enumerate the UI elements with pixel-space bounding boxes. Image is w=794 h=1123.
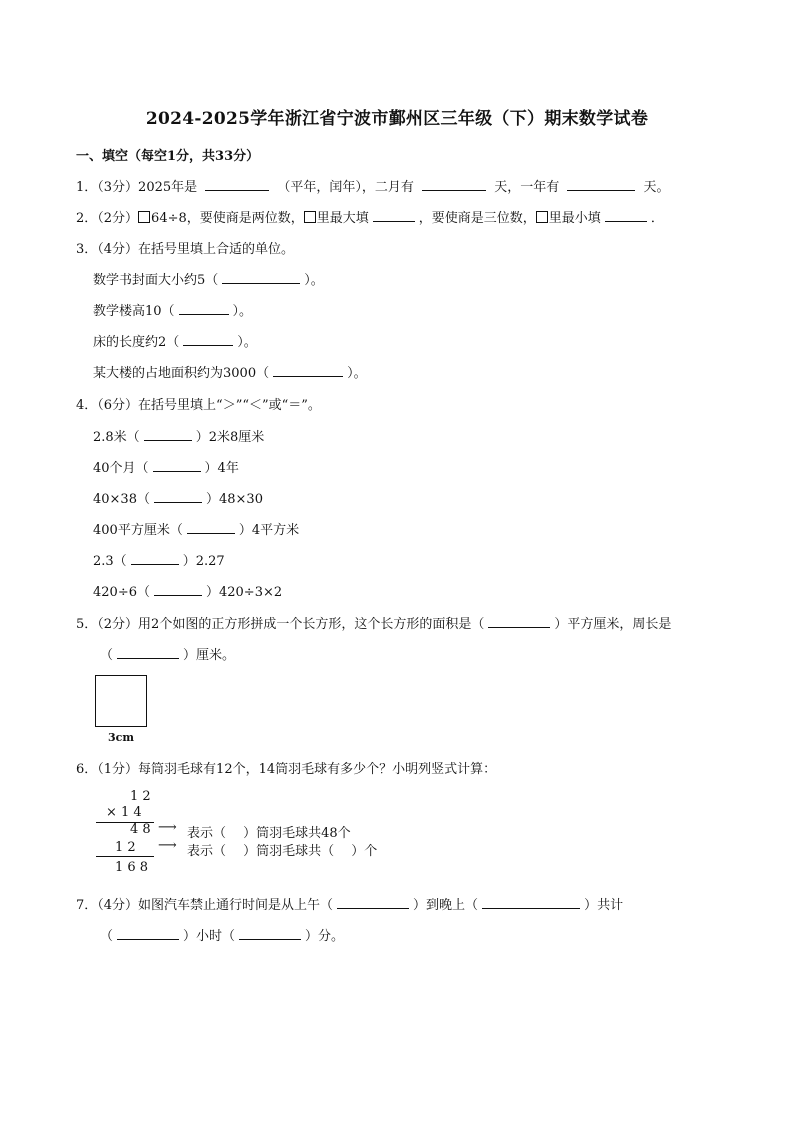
q5-text-4: ）厘米。 xyxy=(183,648,236,663)
question-5 xyxy=(76,613,671,632)
q3-blank[interactable] xyxy=(273,364,343,377)
q4-item xyxy=(93,488,263,507)
calc-note-1: 表示（ ）筒羽毛球共48个 xyxy=(187,826,351,841)
q1-blank-2[interactable] xyxy=(422,178,486,191)
calc-row-2: × 1 4 xyxy=(106,805,142,820)
q3-blank[interactable] xyxy=(179,302,229,315)
q5-text-3: （ xyxy=(100,648,114,663)
section-heading: 一、填空（每空1分，共33分） xyxy=(76,149,260,164)
q1-text-mid1: （平年，闰年），二月有 xyxy=(277,180,414,195)
calc-row-1: 1 2 xyxy=(130,789,151,804)
q4-blank[interactable] xyxy=(131,552,179,565)
q4-right: ）420÷3×2 xyxy=(205,585,283,600)
q1-blank-3[interactable] xyxy=(567,178,635,191)
question-3: 3．（4分）在括号里填上合适的单位。 xyxy=(76,242,295,257)
q3-item-text: 数学书封面大小约5（ xyxy=(93,273,219,288)
q7-blank-start[interactable] xyxy=(337,896,409,909)
question-1 xyxy=(76,176,670,195)
q3-item xyxy=(93,269,324,288)
calc-row-4: 1 2 xyxy=(115,840,136,855)
q1-stem: 1．（3分）2025年是 xyxy=(76,180,198,195)
q4-right: ）4平方米 xyxy=(238,523,300,538)
calc-note-2: 表示（ ）筒羽毛球共（ ）个 xyxy=(187,844,378,859)
digit-box-icon xyxy=(304,211,316,223)
q3-item-end: ）。 xyxy=(232,304,253,319)
digit-box-icon xyxy=(536,211,548,223)
q4-blank[interactable] xyxy=(154,490,202,503)
q7-text-5: ）小时（ xyxy=(183,929,236,944)
q4-item xyxy=(93,581,282,600)
q1-text-mid2: 天，一年有 xyxy=(494,180,560,195)
q3-item-end: ）。 xyxy=(304,273,324,288)
digit-box-icon xyxy=(138,211,150,223)
square-figure xyxy=(95,675,147,727)
q4-left: 2.3（ xyxy=(93,554,127,569)
q3-item-text: 某大楼的占地面积约为3000（ xyxy=(93,366,270,381)
q4-item xyxy=(93,550,225,569)
q7-blank-minutes[interactable] xyxy=(239,927,301,940)
q5-blank-area[interactable] xyxy=(488,615,550,628)
q4-left: 2.8米（ xyxy=(93,430,140,445)
q3-blank[interactable] xyxy=(183,333,233,346)
calc-row-3: 4 8 xyxy=(130,822,151,837)
q4-right: ）48×30 xyxy=(205,492,263,507)
q4-left: 40×38（ xyxy=(93,492,150,507)
q7-text-3: ）共计 xyxy=(584,898,624,913)
q4-blank[interactable] xyxy=(187,521,235,534)
arrow-icon: ⟶ xyxy=(158,838,177,853)
arrow-icon: ⟶ xyxy=(158,820,177,835)
q2-text-max: 里最大填 xyxy=(316,211,369,226)
q4-right: ）2.27 xyxy=(182,554,225,569)
question-4: 4．（6分）在括号里填上“＞”“＜”或“＝”。 xyxy=(76,398,321,413)
q3-item-end: ）。 xyxy=(347,366,367,381)
q3-item xyxy=(93,331,257,350)
q7-text-1: 7．（4分）如图汽车禁止通行时间是从上午（ xyxy=(76,898,334,913)
q7-blank-end[interactable] xyxy=(482,896,580,909)
q2-expr: 64÷8，要使商是两位数， xyxy=(151,211,304,226)
q1-text-end: 天。 xyxy=(643,180,670,195)
page-title: 2024-2025学年浙江省宁波市鄞州区三年级（下）期末数学试卷 xyxy=(145,109,649,129)
q3-item-text: 教学楼高10（ xyxy=(93,304,175,319)
question-2 xyxy=(76,207,664,226)
q3-item xyxy=(93,362,367,381)
q4-blank[interactable] xyxy=(153,459,201,472)
q4-item xyxy=(93,519,299,538)
q2-stem: 2．（2分） xyxy=(76,211,139,226)
q5-blank-perimeter[interactable] xyxy=(117,646,179,659)
q5-text-1: 5．（2分）用2个如图的正方形拼成一个长方形，这个长方形的面积是（ xyxy=(76,617,485,632)
q2-text-mid: ，要使商是三位数， xyxy=(418,211,536,226)
q5-line-2 xyxy=(100,644,235,663)
square-side-label: 3cm xyxy=(108,731,134,744)
calc-divider xyxy=(96,856,154,857)
q1-blank-1[interactable] xyxy=(205,178,269,191)
q2-blank-1[interactable] xyxy=(373,209,415,222)
q4-right: ）4年 xyxy=(204,461,239,476)
q3-item xyxy=(93,300,252,319)
question-7 xyxy=(76,894,623,913)
q2-blank-2[interactable] xyxy=(605,209,647,222)
q4-left: 400平方厘米（ xyxy=(93,523,183,538)
q7-blank-hours[interactable] xyxy=(117,927,179,940)
question-6: 6．（1分）每筒羽毛球有12个，14筒羽毛球有多少个？小明列竖式计算： xyxy=(76,762,497,777)
q5-text-2: ）平方厘米，周长是 xyxy=(554,617,672,632)
q3-item-text: 床的长度约2（ xyxy=(93,335,180,350)
q3-item-end: ）。 xyxy=(237,335,257,350)
q4-blank[interactable] xyxy=(144,428,192,441)
q2-text-min: 里最小填 xyxy=(548,211,601,226)
q4-blank[interactable] xyxy=(154,583,202,596)
q7-line-2 xyxy=(100,925,344,944)
q7-text-4: （ xyxy=(100,929,114,944)
q7-text-6: ）分。 xyxy=(305,929,345,944)
q4-item xyxy=(93,426,264,445)
q4-left: 40个月（ xyxy=(93,461,149,476)
q4-right: ）2米8厘米 xyxy=(195,430,265,445)
q3-blank[interactable] xyxy=(222,271,300,284)
q4-item xyxy=(93,457,239,476)
q7-text-2: ）到晚上（ xyxy=(413,898,479,913)
q4-left: 420÷6（ xyxy=(93,585,150,600)
q2-text-end: ． xyxy=(650,211,664,226)
calc-row-5: 1 6 8 xyxy=(115,860,149,875)
